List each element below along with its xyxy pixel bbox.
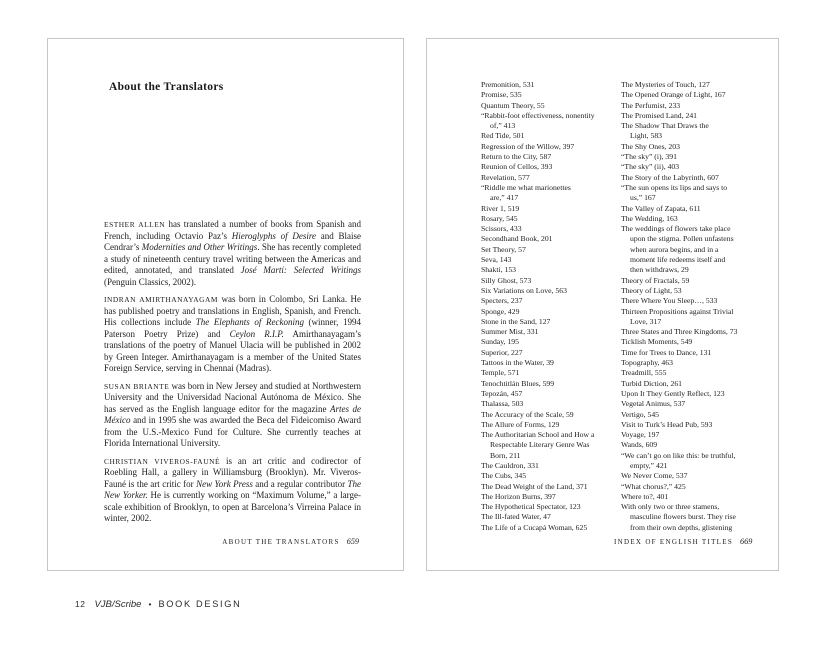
index-entry bbox=[481, 337, 621, 347]
index-entry-line: Return to the City, 587 bbox=[481, 152, 552, 162]
index-entry bbox=[621, 482, 775, 492]
index-entry-line: are,” 417 bbox=[490, 193, 519, 203]
index-entry bbox=[481, 307, 621, 317]
index-entry bbox=[621, 307, 775, 328]
index-entry-line: The Opened Orange of Light, 167 bbox=[621, 90, 726, 100]
index-entry-line: Theory of Light, 53 bbox=[621, 285, 682, 295]
index-entry bbox=[481, 245, 621, 255]
index-entry-line: Premonition, 531 bbox=[481, 80, 535, 89]
index-entry-line: Theory of Fractals, 59 bbox=[621, 275, 690, 285]
index-entry-line: The Cauldron, 331 bbox=[481, 460, 539, 470]
index-entry-line: upon the stigma. Pollen unfastens bbox=[630, 234, 734, 244]
index-entry-line: of,” 413 bbox=[490, 121, 516, 131]
index-entry-line: The weddings of flowers take place bbox=[621, 224, 731, 234]
index-entry-line: Three States and Three Kingdoms, 73 bbox=[621, 327, 738, 337]
translator-bios bbox=[104, 219, 361, 531]
index-entry-line: Tepozán, 457 bbox=[481, 388, 523, 398]
index-entry bbox=[481, 317, 621, 327]
index-entry bbox=[481, 327, 621, 337]
portfolio-caption bbox=[75, 599, 241, 610]
index-entry-line: The Story of the Labyrinth, 607 bbox=[621, 172, 719, 182]
index-entry-line: The Allure of Forms, 129 bbox=[481, 419, 560, 429]
index-entry-line: Scissors, 433 bbox=[481, 224, 522, 234]
running-head: ABOUT THE TRANSLATORS bbox=[222, 538, 340, 546]
bio-paragraph: INDRAN AMIRTHANAYAGAM was born in Colombo, Sri Lanka. He has published poetry and translations in English, Spanish, and French. His collections include The Elephants of Reckoning (winner, 1994 Paterson Poetry Prize) and Ceylon R.I.P. Amirthanayagam’s translations of the poetry of Manuel Ulacia will be published in 2002 by Green Integer. Amirthanayagam is a member of the United States Foreign Service, serving in Chennai (Madras). bbox=[104, 294, 362, 373]
index-entry bbox=[481, 482, 621, 492]
index-entry bbox=[621, 451, 775, 472]
index-entry-line: empty,” 421 bbox=[630, 460, 668, 470]
index-entry-line: The Authoritarian School and How a bbox=[481, 430, 595, 440]
index-entry-line: The Shy Ones, 203 bbox=[621, 141, 680, 151]
index-entry-line: Time for Trees to Dance, 131 bbox=[621, 347, 712, 357]
index-entry bbox=[621, 410, 775, 420]
index-entry-line: moment life redeems itself and bbox=[630, 255, 726, 265]
index-entry bbox=[481, 399, 621, 409]
index-entry bbox=[481, 214, 621, 224]
index-entry-line: Set Theory, 57 bbox=[481, 244, 526, 254]
index-entry-line: Promise, 535 bbox=[481, 90, 522, 100]
running-head: INDEX OF ENGLISH TITLES bbox=[614, 538, 734, 546]
index-entry-line: Light, 583 bbox=[630, 131, 663, 141]
index-entry-line: Tattoos in the Water, 39 bbox=[481, 358, 554, 368]
index-entry-line: Rosary, 545 bbox=[481, 213, 518, 223]
index-entry bbox=[481, 224, 621, 234]
index-entry-line: Reunion of Cellos, 393 bbox=[481, 162, 553, 172]
index-entry-line: There Where You Sleep…, 533 bbox=[621, 296, 718, 306]
index-entry-line: “The sky” (ii), 403 bbox=[621, 162, 680, 172]
index-entry-line: “Riddle me what marionettes bbox=[481, 182, 571, 192]
index-column-left bbox=[481, 80, 621, 533]
index-entry bbox=[481, 502, 621, 512]
index-entry bbox=[621, 142, 775, 152]
index-entry bbox=[481, 348, 621, 358]
index-entry bbox=[481, 173, 621, 183]
index-entry-line: from their own depths, glistening bbox=[630, 522, 733, 532]
index-entry-line: Love, 317 bbox=[630, 316, 662, 326]
index-entry bbox=[481, 420, 621, 430]
index-entry bbox=[481, 512, 621, 522]
index-entry bbox=[481, 255, 621, 265]
right-page-footer bbox=[614, 537, 752, 546]
index-entry bbox=[621, 471, 775, 481]
index-entry-line: Red Tide, 501 bbox=[481, 131, 525, 141]
index-entry-line: Stone in the Sand, 127 bbox=[481, 316, 551, 326]
index-entry bbox=[481, 461, 621, 471]
index-entry-line: River 1, 519 bbox=[481, 203, 520, 213]
left-page bbox=[47, 38, 404, 571]
index-entry-line: The Ill-fated Water, 47 bbox=[481, 512, 551, 522]
index-entry-line: Shakti, 153 bbox=[481, 265, 517, 275]
index-entry bbox=[481, 234, 621, 244]
index-entry bbox=[621, 183, 775, 204]
index-entry bbox=[621, 430, 775, 440]
index-entry bbox=[481, 90, 621, 100]
index-entry bbox=[621, 204, 775, 214]
index-entry bbox=[621, 492, 775, 502]
index-entry-line: Tenochtitlán Blues, 599 bbox=[481, 378, 555, 388]
index-entry-line: Secondhand Book, 201 bbox=[481, 234, 553, 244]
index-entry-line: Summer Mist, 331 bbox=[481, 327, 539, 337]
index-entry-line: Visit to Turk’s Head Pub, 593 bbox=[621, 419, 713, 429]
index-entry-line: Ticklish Moments, 549 bbox=[621, 337, 693, 347]
index-entry bbox=[621, 90, 775, 100]
index-entry-line: then withdraws, 29 bbox=[630, 265, 689, 275]
index-entry-line: With only two or three stamens, bbox=[621, 502, 720, 512]
caption-brand: VJB/Scribe bbox=[94, 599, 142, 610]
index-entry bbox=[481, 142, 621, 152]
bio-paragraph: SUSAN BRIANTE was born in New Jersey and studied at Northwestern University and the Universidad Nacional Autónoma de México. She has served as the English language editor for the magazine Artes de México and in 1995 she was awarded the Beca del Fideicomiso Award from the U.S.-Mexico Fund for Culture. She currently teaches at Florida International University. bbox=[104, 380, 361, 448]
index-entry-line: We Never Come, 537 bbox=[621, 471, 688, 481]
index-entry bbox=[481, 296, 621, 306]
index-entry-line: Sponge, 429 bbox=[481, 306, 520, 316]
index-entry bbox=[481, 101, 621, 111]
index-entry bbox=[481, 276, 621, 286]
index-entry bbox=[621, 80, 775, 90]
index-entry bbox=[481, 389, 621, 399]
index-entry-line: Where to?, 401 bbox=[621, 491, 669, 501]
index-entry-line: The Accuracy of the Scale, 59 bbox=[481, 409, 574, 419]
index-entry bbox=[481, 204, 621, 214]
index-entry-line: Thalassa, 503 bbox=[481, 399, 524, 409]
index-entry bbox=[621, 173, 775, 183]
index-entry-line: Quantum Theory, 55 bbox=[481, 100, 545, 110]
index-entry-line: masculine flowers burst. They rise bbox=[630, 512, 736, 522]
index-entry bbox=[621, 111, 775, 121]
index-entry-line: Upon It They Gently Reflect, 123 bbox=[621, 388, 725, 398]
index-entry-line: The Hypothetical Spectator, 123 bbox=[481, 502, 581, 512]
index-entry-line: “What chorus?,” 425 bbox=[621, 481, 686, 491]
index-entry-line: Wands, 609 bbox=[621, 440, 658, 450]
index-entry-line: Vertigo, 545 bbox=[621, 409, 660, 419]
index-entry bbox=[621, 368, 775, 378]
index-entry-line: Respectable Literary Genre Was bbox=[490, 440, 590, 450]
index-entry bbox=[621, 101, 775, 111]
bio-paragraph: CHRISTIAN VIVEROS-FAUNÉ is an art critic and codirector of Roebling Hall, a gallery in Williamsburg (Brooklyn). Mr. Viveros-Fauné is the art critic for New York Press and a regular contributor The New Yorker. He is currently working on “Maximum Volume,” a large-scale exhibition of Brooklyn, to open at Barcelona’s Virreina Palace in winter, 2002. bbox=[104, 455, 362, 523]
index-entry-line: Silly Ghost, 573 bbox=[481, 275, 532, 285]
index-entry bbox=[621, 214, 775, 224]
index-entry-line: Superior, 227 bbox=[481, 347, 523, 357]
index-entry bbox=[481, 80, 621, 90]
index-entry-line: Vegetal Animus, 537 bbox=[621, 399, 686, 409]
bullet-separator: • bbox=[148, 599, 152, 609]
index-entry bbox=[481, 492, 621, 502]
index-entry bbox=[481, 286, 621, 296]
index-entry bbox=[621, 389, 775, 399]
index-entry-line: Sunday, 195 bbox=[481, 337, 519, 347]
index-entry-line: when aurora begins, and in a bbox=[630, 244, 719, 254]
index-entry-line: The Wedding, 163 bbox=[621, 213, 678, 223]
page-number: 669 bbox=[740, 537, 753, 546]
index-entry-line: us,” 167 bbox=[630, 193, 656, 203]
index-entry bbox=[621, 121, 775, 142]
index-entry-line: The Horizon Burns, 397 bbox=[481, 491, 556, 501]
index-entry-line: The Dead Weight of the Land, 371 bbox=[481, 481, 588, 491]
index-entry-line: Born, 211 bbox=[490, 450, 521, 460]
index-entry-line: Voyage, 197 bbox=[621, 430, 660, 440]
index-entry bbox=[481, 430, 621, 461]
index-entry bbox=[481, 410, 621, 420]
index-entry bbox=[621, 358, 775, 368]
index-entry-line: Regression of the Willow, 397 bbox=[481, 141, 575, 151]
index-entry-line: The Promised Land, 241 bbox=[621, 110, 698, 120]
index-entry-line: “The sun opens its lips and says to bbox=[621, 182, 728, 192]
index-entry-line: The Cubs, 345 bbox=[481, 471, 527, 481]
index-entry bbox=[621, 327, 775, 337]
index-entry-line: “The sky” (i), 391 bbox=[621, 152, 677, 162]
index-entry bbox=[621, 337, 775, 347]
bio-paragraph: ESTHER ALLEN has translated a number of books from Spanish and French, including Octavio Paz’s Hieroglyphs of Desire and Blaise Cendrar’s Modernities and Other Writings. She has recently completed a study of nineteenth century travel writing between the Americas and edited, annotated, and translated José Martí: Selected Writings (Penguin Classics, 2002). bbox=[104, 219, 362, 287]
index-entry bbox=[621, 296, 775, 306]
index-entry bbox=[481, 152, 621, 162]
index-entry bbox=[621, 286, 775, 296]
index-entry bbox=[481, 379, 621, 389]
index-entry-line: Revelation, 577 bbox=[481, 172, 530, 182]
index-entry bbox=[621, 162, 775, 172]
index-entry bbox=[621, 348, 775, 358]
index-entry-line: Treadmill, 555 bbox=[621, 368, 667, 378]
index-entry bbox=[481, 111, 621, 132]
index-entry bbox=[621, 440, 775, 450]
index-entry bbox=[481, 471, 621, 481]
index-entry bbox=[621, 420, 775, 430]
right-page bbox=[426, 38, 779, 571]
index-entry-line: The Perfumist, 233 bbox=[621, 100, 681, 110]
index-entry-line: Temple, 571 bbox=[481, 368, 520, 378]
index-entry-line: Specters, 237 bbox=[481, 296, 523, 306]
index-entry bbox=[621, 276, 775, 286]
index-entry bbox=[481, 358, 621, 368]
page-number: 659 bbox=[346, 537, 359, 546]
index-entry-line: “Rabbit-foot effectiveness, nonentity bbox=[481, 110, 595, 120]
index-entry bbox=[481, 265, 621, 275]
page-title: About the Translators bbox=[109, 81, 224, 93]
caption-page-number: 12 bbox=[75, 599, 86, 609]
index-entry-line: “We can’t go on like this: be truthful, bbox=[621, 450, 736, 460]
index-entry bbox=[481, 183, 621, 204]
index-entry bbox=[621, 379, 775, 389]
index-entry-line: Thirteen Propositions against Trivial bbox=[621, 306, 734, 316]
index-entry bbox=[481, 368, 621, 378]
left-page-footer bbox=[222, 537, 359, 546]
index-entry-line: Seva, 143 bbox=[481, 255, 512, 265]
index-entry bbox=[481, 131, 621, 141]
index-entry-line: Topography, 463 bbox=[621, 358, 673, 368]
caption-label: BOOK DESIGN bbox=[158, 599, 242, 609]
index-entry bbox=[621, 152, 775, 162]
index-entry-line: Six Variations on Love, 563 bbox=[481, 285, 567, 295]
index-entry bbox=[481, 162, 621, 172]
index-entry-line: Turbid Diction, 261 bbox=[621, 378, 683, 388]
index-entry-line: The Mysteries of Touch, 127 bbox=[621, 80, 710, 89]
index-entry bbox=[621, 399, 775, 409]
index-entry-line: The Valley of Zapata, 611 bbox=[621, 203, 701, 213]
index-entry bbox=[621, 502, 775, 533]
index-entry bbox=[621, 224, 775, 275]
index-entry bbox=[481, 523, 621, 533]
index-entry-line: The Shadow That Draws the bbox=[621, 121, 709, 131]
index-column-right bbox=[621, 80, 775, 533]
index-entry-line: The Life of a Cucapá Woman, 625 bbox=[481, 522, 588, 532]
